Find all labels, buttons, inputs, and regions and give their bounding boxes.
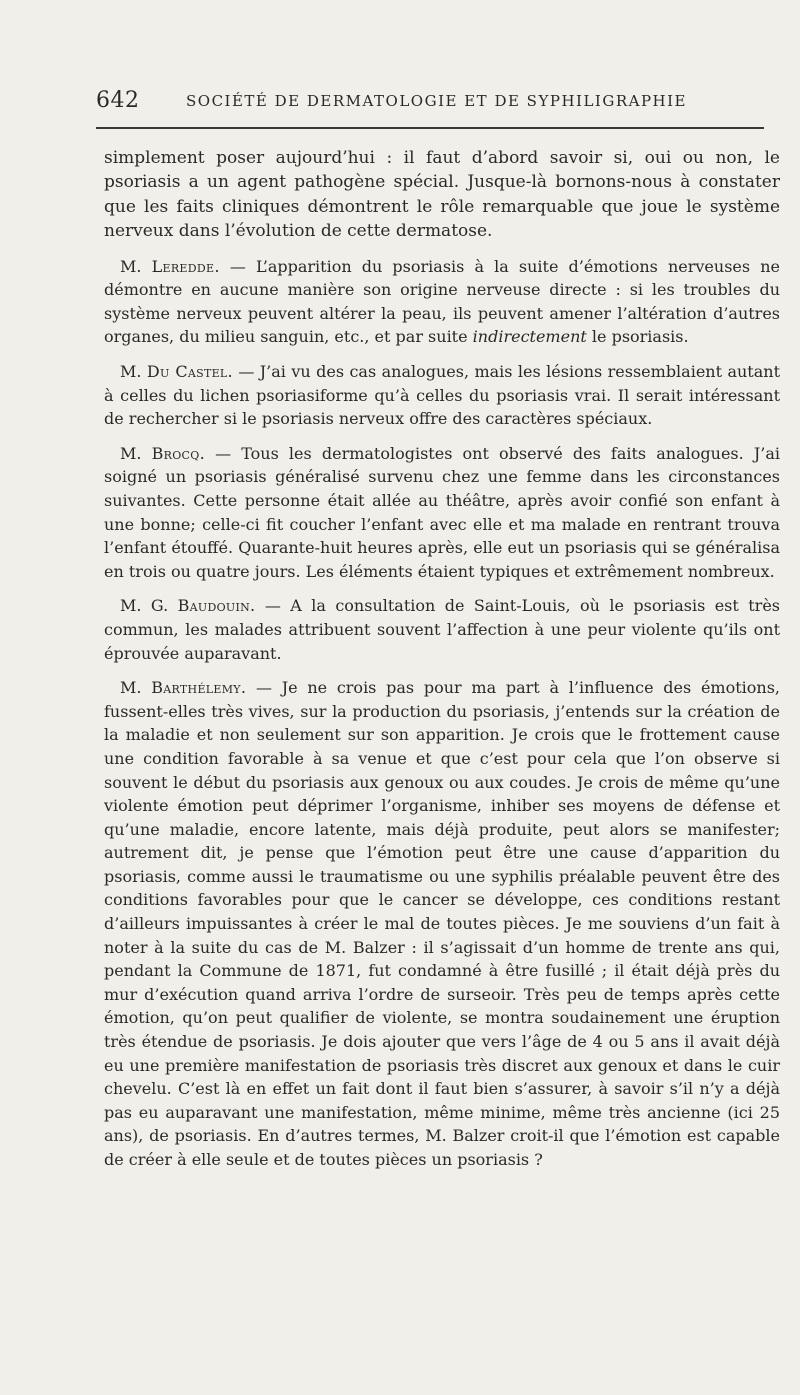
page-header [96,88,764,118]
paragraph-text: — A la consultation de Saint-Louis, où le psoriasis est très commun, les malades attribuent souvent l’affection à une peur violente qu’ils ont éprouvée auparavant. [104,596,780,663]
emphasis-text: indirectement [472,327,587,347]
paragraph-text: — L’apparition du psoriasis à la suite d’émotions nerveuses ne démontre en aucune manière son origine nerveuse directe : si les troubles du système nerveux peuvent altérer la peau, ils peuvent amener l’altération d’autres organes, du milieu sanguin, etc., et par suite [104,256,780,347]
speaker-prefix: M. [120,256,142,276]
paragraph-text: — Je ne crois pas pour ma part à l’influence des émotions, fussent-elles très vives, sur la production du psoriasis, j’entends sur la création de la maladie et non seulement sur son apparition. Je crois que le frottement cause une condition favorable à sa venue et que c’est pour cela que l’on observe si souvent le début du psoriasis aux genoux ou aux coudes. Je crois de même qu’une violente émotion peut déprimer l’organisme, inhiber ses moyens de défense et qu’une maladie, encore latente, mais déjà produite, peut alors se manifester; autrement dit, je pense que l’émotion peut être une cause d’apparition du psoriasis, comme aussi le traumatisme ou une syphilis préalable peuvent être des conditions favorables pour que le cancer se développe, ces conditions restant d’ailleurs impuissantes à créer le mal de toutes pièces. Je me souviens d’un fait à noter à la suite du cas de M. Balzer : il s’agissait d’un homme de trente ans qui, pendant la Commune de 1871, fut condamné à être fusillé ; il était déjà près du mur d’exécution quand arriva l’ordre de surseoir. Très peu de temps après cette émotion, qu’on peut qualifier de violente, se montra soudainement une éruption très étendue de psoriasis. Je dois ajouter que vers l’âge de 4 ou 5 ans il avait déjà eu une première manifestation de psoriasis très discret aux genoux et dans le cuir chevelu. C’est là en effet un fait dont il faut bien s’assurer, à savoir s’il n’y a déjà pas eu auparavant une manifestation, même minime, même très ancienne (ici 25 ans), de psoriasis. En d’autres termes, M. Balzer croit-il que l’émotion est capable de créer à elle seule et de toutes pièces un psoriasis ? [104,678,781,1169]
speaker-name: Baudouin. [177,596,256,616]
paragraph-leredde [104,255,780,349]
page-number: 642 [96,88,140,113]
running-title: SOCIÉTÉ DE DERMATOLOGIE ET DE SYPHILIGRAPHIE [186,92,688,110]
header-rule [96,127,764,129]
paragraph-brocq [104,442,780,584]
body-text [104,146,780,1172]
paragraph-text: — J’ai vu des cas analogues, mais les lésions ressemblaient autant à celles du lichen psoriasiforme qu’à celles du psoriasis vrai. Il serait intéressant de rechercher si le psoriasis nerveux offre des caractères spéciaux. [104,362,781,429]
speaker-prefix: M. [120,443,142,463]
speaker-prefix: M. [120,678,142,698]
speaker-name: Leredde. [151,256,220,276]
speaker-name: Du Castel. [146,362,233,381]
paragraph-du-castel [104,360,780,431]
paragraph-text: simplement poser aujourd’hui : il faut d’abord savoir si, oui ou non, le psoriasis a un agent pathogène spécial. Jusque-là bornons-nous à constater que les faits cliniques démontrent le rôle remarquable que joue le système nerveux dans l’évolution de cette dermatose. [104,148,780,242]
paragraph-text: — Tous les dermatologistes ont observé des faits analogues. J’ai soigné un psoriasis généralisé survenu chez une femme dans les circonstances suivantes. Cette personne était allée au théâtre, après avoir confié son enfant à une bonne; celle-ci fit coucher l’enfant avec elle et ma malade en rentrant trouva l’enfant étouffé. Quarante-huit heures après, elle eut un psoriasis qui se généralisa en trois ou quatre jours. Les éléments étaient typiques et extrêmement nombreux. [104,443,780,581]
paragraph-continuation [104,146,780,244]
paragraph-barthelemy [104,676,780,1171]
paragraph-baudouin [104,594,780,665]
paragraph-text: le psoriasis. [586,327,689,347]
speaker-prefix: M. [120,362,142,381]
speaker-name: Brocq. [151,443,205,463]
speaker-name: Barthélemy. [151,678,247,698]
speaker-prefix: M. G. [120,596,169,616]
